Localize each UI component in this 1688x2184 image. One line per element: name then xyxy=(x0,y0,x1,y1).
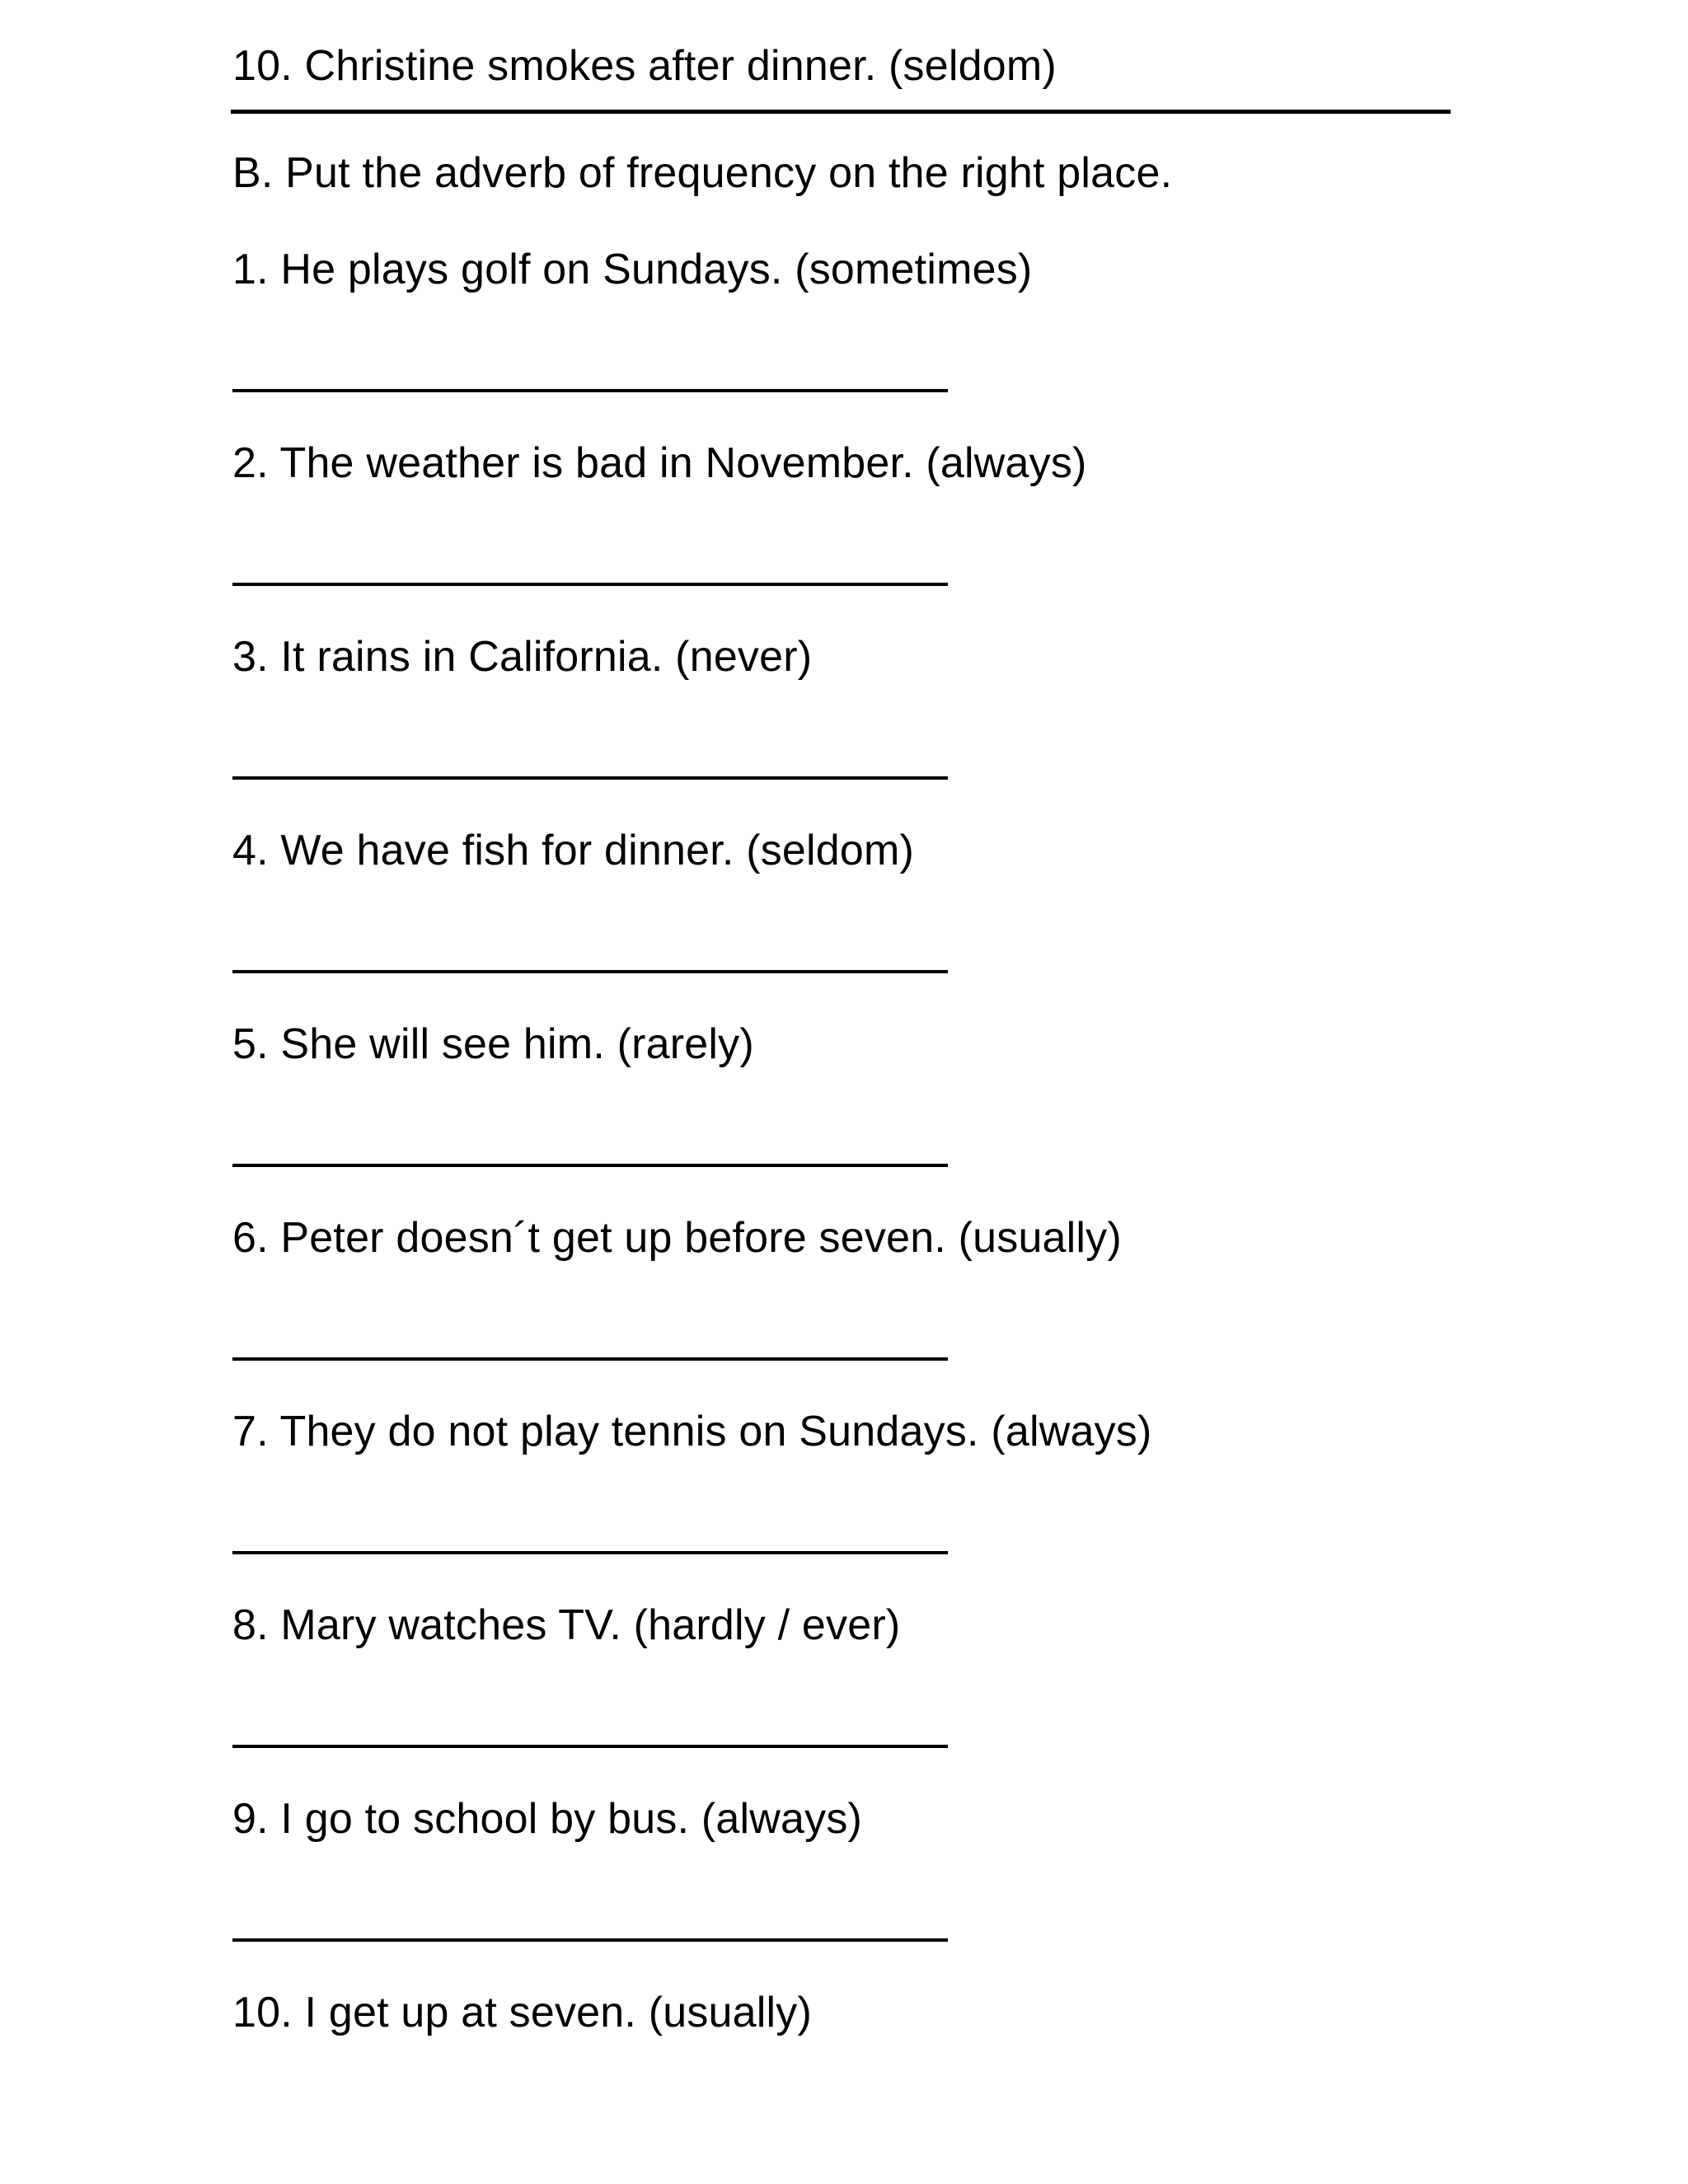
exercise-item-6: 6. Peter doesn´t get up before seven. (usually) xyxy=(232,1214,1122,1262)
exercise-item-2: 2. The weather is bad in November. (always) xyxy=(232,439,1087,487)
exercise-item-7: 7. They do not play tennis on Sundays. (always) xyxy=(232,1408,1152,1455)
answer-blank-4[interactable] xyxy=(232,970,948,973)
exercise-item-4: 4. We have fish for dinner. (seldom) xyxy=(232,827,915,874)
answer-blank-2[interactable] xyxy=(232,583,948,586)
answer-blank-8[interactable] xyxy=(232,1745,948,1748)
answer-blank-3[interactable] xyxy=(232,776,948,780)
exercise-item-1: 1. He plays golf on Sundays. (sometimes) xyxy=(232,246,1033,293)
answer-blank-9[interactable] xyxy=(232,1938,948,1942)
exercise-item-3: 3. It rains in California. (never) xyxy=(232,633,813,681)
answer-blank-1[interactable] xyxy=(232,389,948,392)
answer-blank-6[interactable] xyxy=(232,1357,948,1361)
answer-line-carryover xyxy=(231,110,1451,114)
answer-blank-5[interactable] xyxy=(232,1164,948,1167)
exercise-item-5: 5. She will see him. (rarely) xyxy=(232,1020,754,1068)
exercise-item-9: 9. I go to school by bus. (always) xyxy=(232,1795,863,1843)
exercise-item-8: 8. Mary watches TV. (hardly / ever) xyxy=(232,1601,901,1649)
answer-blank-7[interactable] xyxy=(232,1551,948,1554)
carryover-item: 10. Christine smokes after dinner. (seldom) xyxy=(232,42,1057,90)
exercise-item-10: 10. I get up at seven. (usually) xyxy=(232,1989,813,2036)
section-b-heading: B. Put the adverb of frequency on the right place. xyxy=(232,149,1173,197)
